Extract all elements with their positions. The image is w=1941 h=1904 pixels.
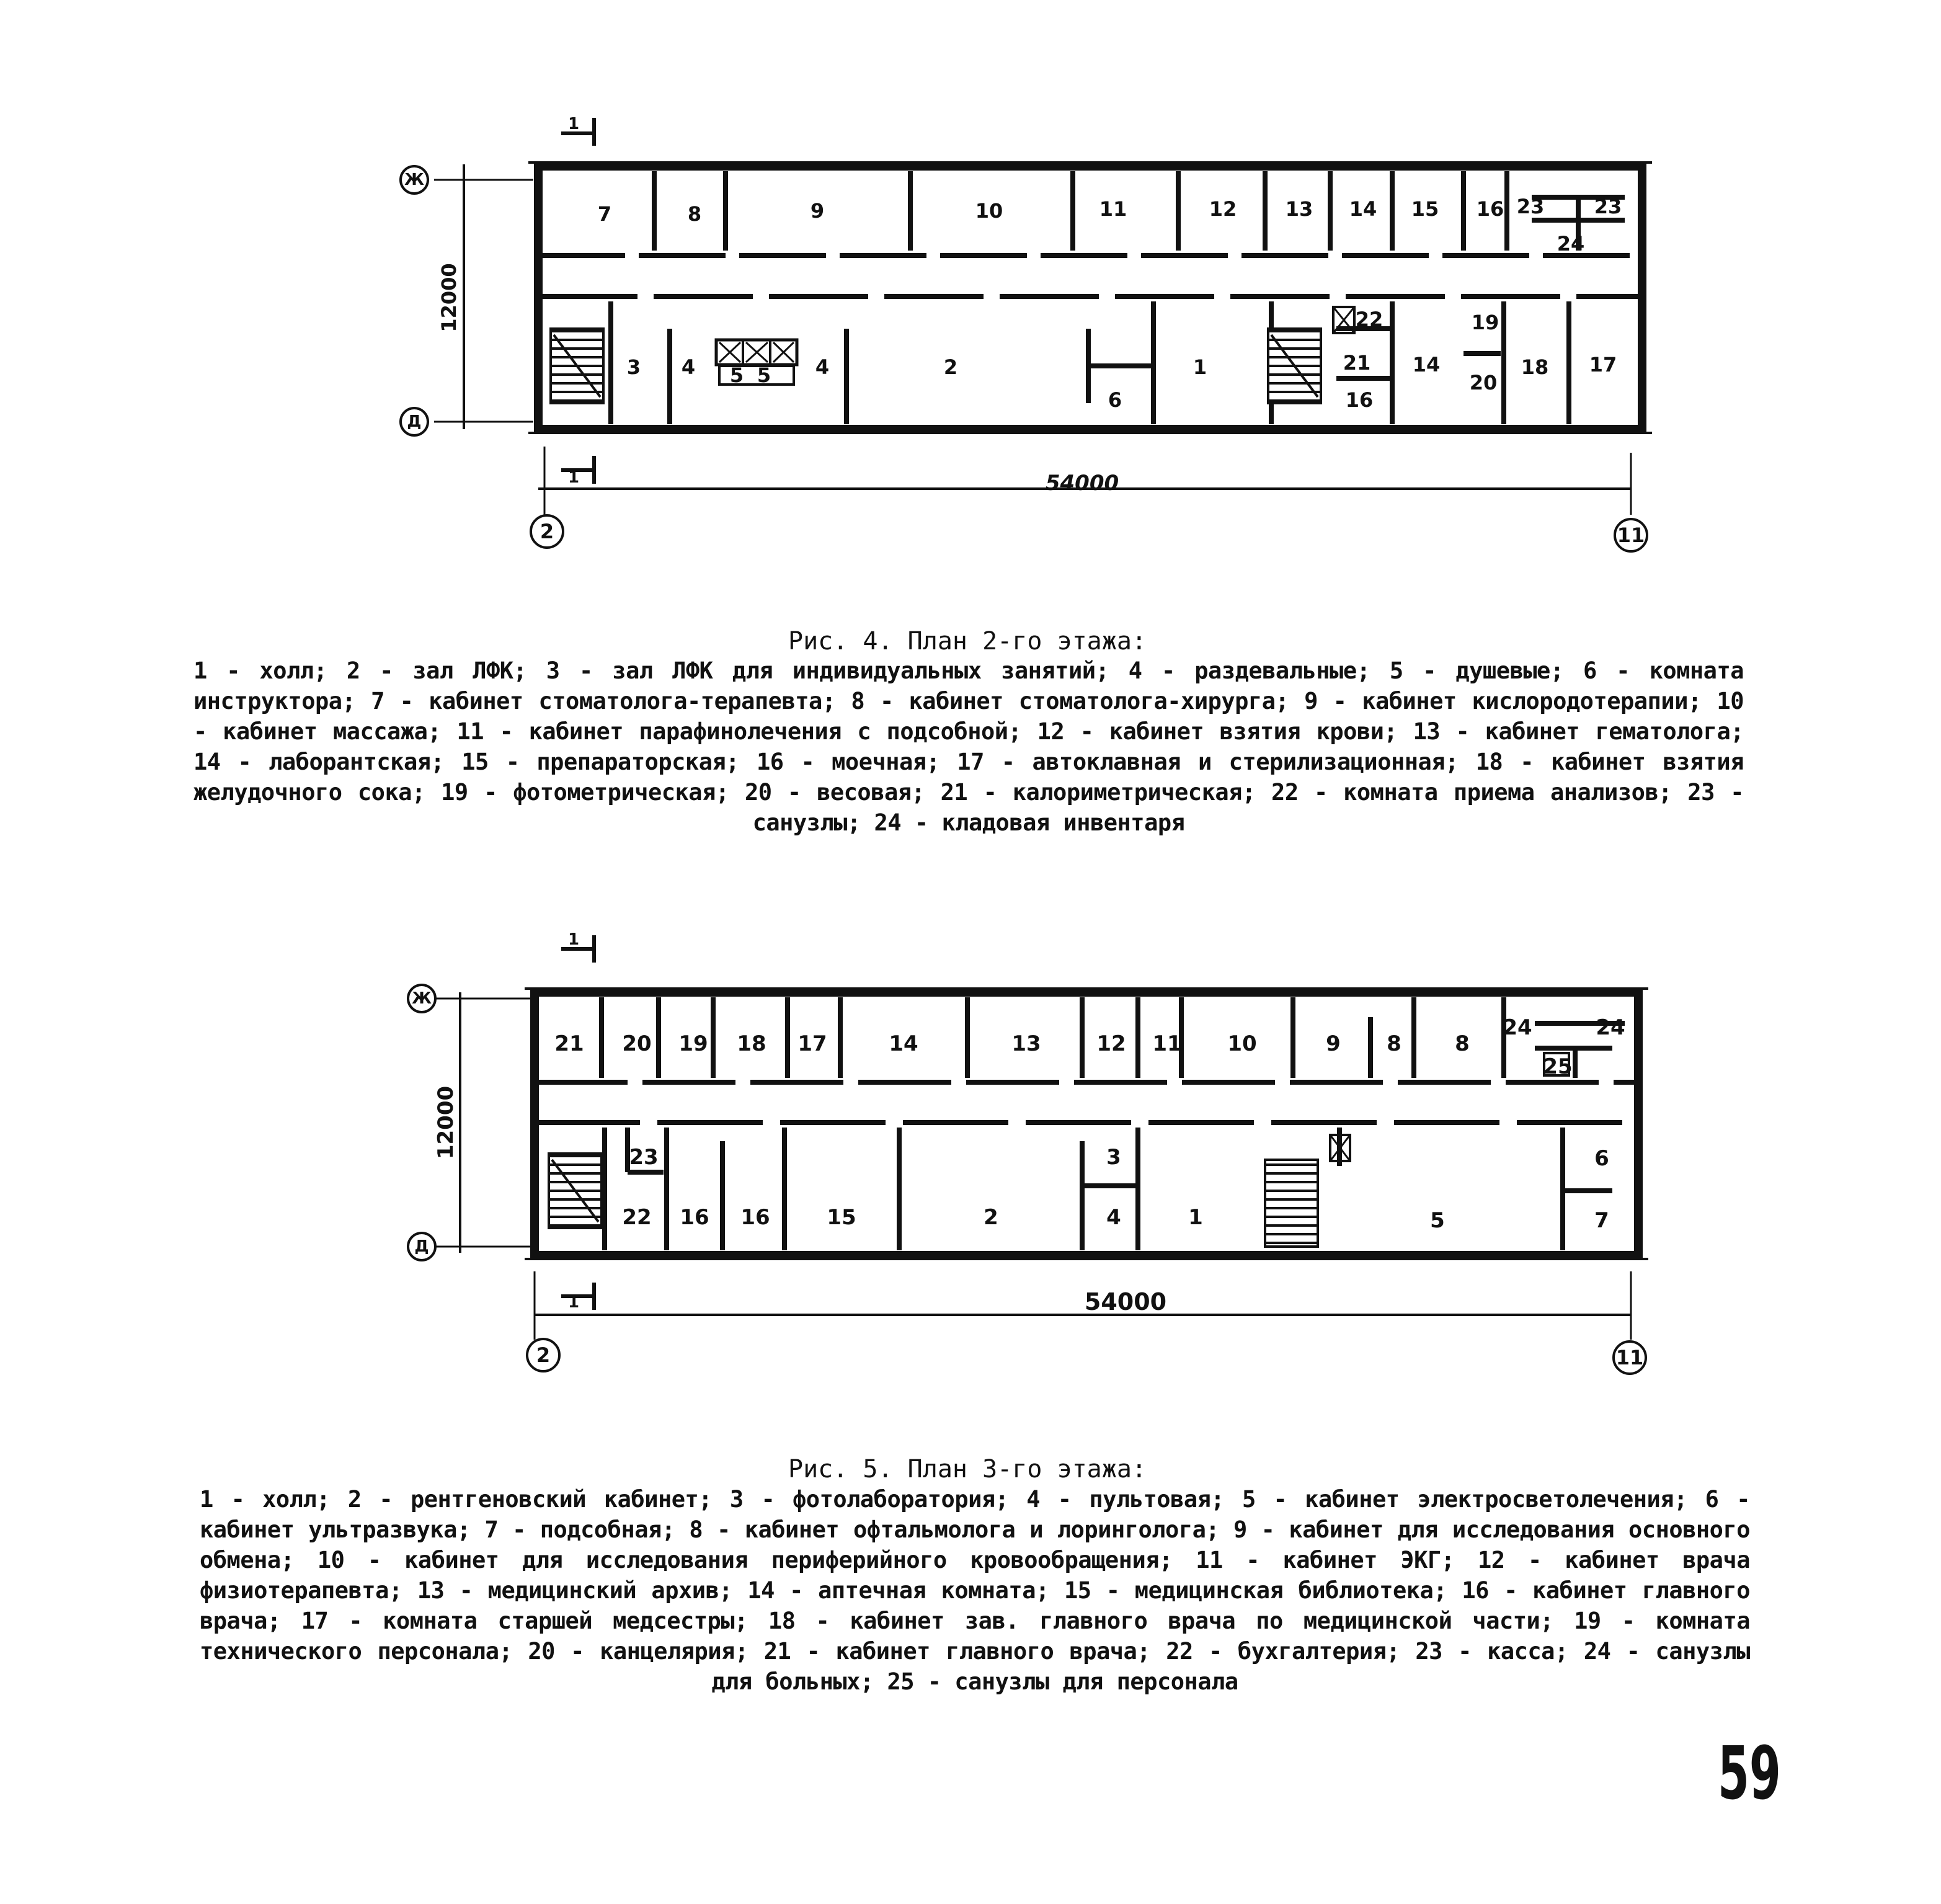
plan2-room-15: 15 <box>827 1205 856 1230</box>
plan1-room-23: 23 <box>1594 195 1622 218</box>
plan1-room-16: 16 <box>1476 197 1504 221</box>
plan2-room-9: 9 <box>1326 1031 1341 1056</box>
axis-d-plan1: Д <box>407 412 422 431</box>
room-numbers-plan1 <box>598 195 1622 412</box>
plan1-room-22: 22 <box>1355 308 1384 331</box>
plan2-room-5: 5 <box>1430 1208 1445 1233</box>
axis-2-plan2: 2 <box>536 1343 551 1367</box>
axis-11-plan1: 11 <box>1617 523 1645 547</box>
plan2-room-20: 20 <box>622 1031 652 1056</box>
plan1-room-3: 3 <box>626 355 641 379</box>
plan2-room-17: 17 <box>797 1031 827 1056</box>
page-number: 59 <box>1718 1730 1781 1816</box>
dimension-width-plan1: 54000 <box>1045 471 1119 496</box>
plan1-room-9: 9 <box>810 199 825 223</box>
plan1-room-15: 15 <box>1411 197 1439 221</box>
plan2-room-22: 22 <box>622 1205 652 1230</box>
plan1-room-2: 2 <box>943 355 958 379</box>
plan2-room-8: 8 <box>1455 1031 1470 1056</box>
plan1-room-24: 24 <box>1557 232 1585 256</box>
axis-zh-plan2: Ж <box>412 989 432 1008</box>
plan2-room-25: 25 <box>1543 1054 1573 1079</box>
plan2-room-21: 21 <box>554 1031 584 1056</box>
axis-11-plan2: 11 <box>1615 1346 1644 1369</box>
dimension-width-plan2: 54000 <box>1084 1288 1167 1315</box>
plan2-room-6: 6 <box>1594 1146 1609 1171</box>
section-mark-top-plan2: 1 <box>567 930 580 949</box>
plan2-room-13: 13 <box>1011 1031 1041 1056</box>
plan2-room-8: 8 <box>1387 1031 1401 1056</box>
axis-d-plan2: Д <box>414 1237 429 1256</box>
figure-4-caption: Рис. 4. План 2-го этажа: <box>788 627 1147 656</box>
plan1-room-8: 8 <box>687 202 702 226</box>
plan-2nd-floor <box>401 118 1652 551</box>
section-mark-bottom-plan1: 1 <box>567 468 580 487</box>
plan1-room-5: 5 <box>729 363 744 387</box>
plan1-room-13: 13 <box>1285 197 1313 221</box>
plan1-room-4: 4 <box>681 355 696 379</box>
axis-2-plan1: 2 <box>540 520 554 543</box>
plan1-room-6: 6 <box>1108 388 1122 412</box>
plan2-room-10: 10 <box>1227 1031 1257 1056</box>
axis-zh-plan1: Ж <box>404 171 424 189</box>
plan2-room-14: 14 <box>889 1031 918 1056</box>
plan2-room-16: 16 <box>740 1205 770 1230</box>
plan1-room-7: 7 <box>597 202 612 226</box>
plan1-room-14: 14 <box>1412 353 1441 376</box>
plan1-room-4: 4 <box>815 355 830 379</box>
figure-5-caption: Рис. 5. План 3-го этажа: <box>788 1455 1147 1484</box>
dimension-depth-plan2: 12000 <box>433 1085 458 1160</box>
plan1-room-12: 12 <box>1209 197 1237 221</box>
plan1-room-5: 5 <box>757 363 771 387</box>
plan1-room-16: 16 <box>1345 388 1374 412</box>
plan1-room-23: 23 <box>1516 195 1545 218</box>
figure-4-legend: 1 - холл; 2 - зал ЛФК; 3 - зал ЛФК для индивидуальных занятий; 4 - раздевальные; 5 - душевые; 6 - комната инструктора; 7 - кабинет стоматолога-терапевта; 8 - кабинет стоматолога-хирурга; 9 - кабинет кислородотерапии; 10 - кабинет массажа; 11 - кабинет парафинолечения с подсобной; 12 - кабинет взятия крови; 13 - кабинет гематолога; 14 - лаборантская; 15 - препараторская; 16 - моечная; 17 - автоклавная и стерилизационная; 18 - кабинет взятия желудочного сока; 19 - фотометрическая; 20 - весовая; 21 - калориметрическая; 22 - комната приема анализов; 23 - санузлы; 24 - кладовая инвентаря <box>193 657 1744 836</box>
plan2-room-16: 16 <box>680 1205 709 1230</box>
plan1-room-11: 11 <box>1099 197 1127 221</box>
plan-3rd-floor <box>408 935 1648 1374</box>
plan1-room-14: 14 <box>1349 197 1377 221</box>
plan2-room-7: 7 <box>1594 1208 1609 1233</box>
section-mark-bottom-plan2: 1 <box>567 1293 580 1312</box>
plan2-room-12: 12 <box>1096 1031 1126 1056</box>
plan2-room-19: 19 <box>678 1031 708 1056</box>
figure-5-legend: 1 - холл; 2 - рентгеновский кабинет; 3 - фотолаборатория; 4 - пультовая; 5 - кабинет электросветолечения; 6 - кабинет ультразвука; 7 - подсобная; 8 - кабинет офтальмолога и лоринголога; 9 - кабинет для исследования основного обмена; 10 - кабинет для исследования периферийного кровообращения; 11 - кабинет ЭКГ; 12 - кабинет врача физиотерапевта; 13 - медицинский архив; 14 - аптечная комната; 15 - медицинская библиотека; 16 - кабинет главного врача; 17 - комната старшей медсестры; 18 - кабинет зав. главного врача по медицинской части; 19 - комната технического персонала; 20 - канцелярия; 21 - кабинет главного врача; 22 - бухгалтерия; 23 - касса; 24 - санузлы для больных; 25 - санузлы для персонала <box>200 1486 1750 1695</box>
plan1-room-21: 21 <box>1343 351 1371 375</box>
plan2-room-2: 2 <box>984 1205 998 1230</box>
plan1-room-17: 17 <box>1589 353 1617 376</box>
plan1-room-19: 19 <box>1471 311 1499 334</box>
plan2-room-3: 3 <box>1106 1145 1121 1170</box>
plan2-room-11: 11 <box>1152 1031 1182 1056</box>
plan2-room-24: 24 <box>1503 1015 1532 1040</box>
dimension-depth-plan1: 12000 <box>437 263 461 332</box>
section-mark-top-plan1: 1 <box>567 115 580 133</box>
plan1-room-10: 10 <box>975 199 1003 223</box>
plan1-room-18: 18 <box>1521 355 1549 379</box>
plan2-room-23: 23 <box>629 1145 659 1170</box>
plan2-room-4: 4 <box>1106 1205 1121 1230</box>
plan2-room-18: 18 <box>737 1031 766 1056</box>
plan2-room-1: 1 <box>1188 1205 1203 1230</box>
plan1-room-1: 1 <box>1193 355 1207 379</box>
plan2-room-24: 24 <box>1596 1015 1625 1040</box>
plan1-room-20: 20 <box>1469 371 1498 394</box>
